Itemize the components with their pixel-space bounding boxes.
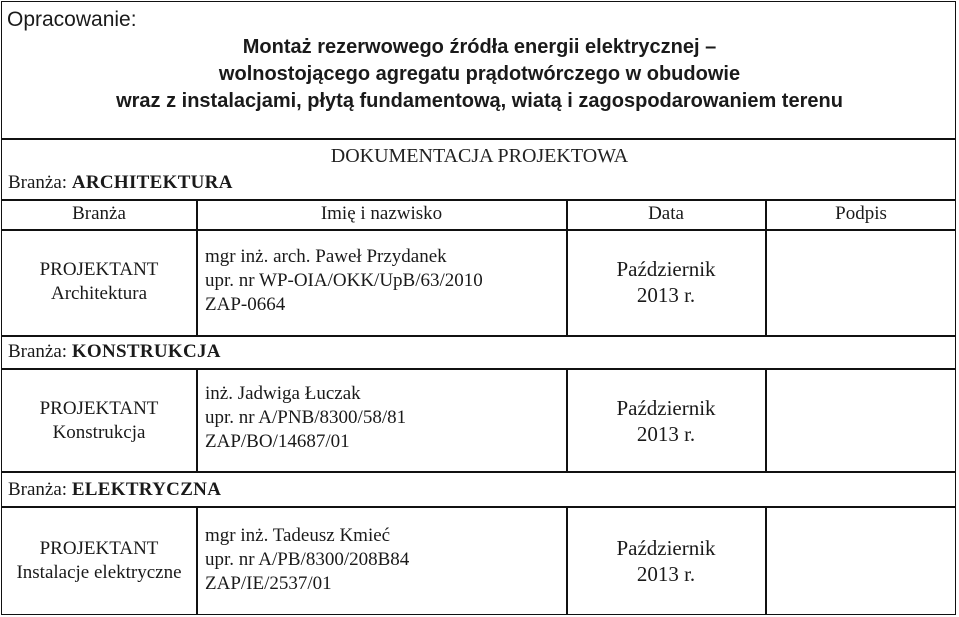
branza-label-elektryczna xyxy=(8,479,221,501)
branza-name: ELEKTRYCZNA xyxy=(71,479,222,500)
role-title: PROJEKTANT xyxy=(39,538,159,559)
signature-cell-konstrukcja[interactable] xyxy=(767,370,955,471)
person-membership: ZAP/BO/14687/01 xyxy=(205,431,350,452)
date-month: Październik xyxy=(616,257,716,281)
role-konstrukcja xyxy=(1,397,197,445)
date-konstrukcja xyxy=(567,395,765,447)
branza-name: KONSTRUKCJA xyxy=(71,341,221,362)
date-year: 2013 r. xyxy=(636,562,696,586)
divider-section-1-bottom xyxy=(1,335,956,337)
date-architektura xyxy=(567,256,765,308)
header-label: Opracowanie: xyxy=(7,8,137,31)
date-elektryczna xyxy=(567,535,765,587)
project-title-line-2: wolnostojącego agregatu prądotwórczego w obudowie xyxy=(218,63,741,85)
person-name: inż. Jadwiga Łuczak xyxy=(205,383,361,404)
role-discipline: Instalacje elektryczne xyxy=(16,562,182,583)
signature-cell-elektryczna[interactable] xyxy=(767,508,955,614)
branza-prefix: Branża: xyxy=(8,479,72,500)
role-architektura xyxy=(1,258,197,306)
role-title: PROJEKTANT xyxy=(39,398,159,419)
role-elektryczna xyxy=(1,537,197,585)
doc-type: DOKUMENTACJA PROJEKTOWA xyxy=(330,145,629,167)
person-elektryczna xyxy=(205,524,409,596)
signature-cell-architektura[interactable] xyxy=(767,231,955,335)
person-membership: ZAP/IE/2537/01 xyxy=(205,573,332,594)
person-license: upr. nr A/PB/8300/208B84 xyxy=(205,549,410,570)
date-year: 2013 r. xyxy=(636,283,696,307)
role-discipline: Konstrukcja xyxy=(52,422,146,443)
person-konstrukcja xyxy=(205,382,406,454)
branza-label-architektura xyxy=(8,172,233,194)
branza-prefix: Branża: xyxy=(8,172,72,193)
column-header-signature: Podpis xyxy=(835,203,887,224)
column-header-name: Imię i nazwisko xyxy=(320,203,443,224)
person-membership: ZAP-0664 xyxy=(205,294,286,315)
person-name: mgr inż. Tadeusz Kmieć xyxy=(205,525,391,546)
date-month: Październik xyxy=(616,536,716,560)
date-year: 2013 r. xyxy=(636,422,696,446)
divider-section-2-bottom xyxy=(1,471,956,473)
project-title-line-3: wraz z instalacjami, płytą fundamentową, wiatą i zagospodarowaniem terenu xyxy=(116,90,843,112)
person-license: upr. nr A/PNB/8300/58/81 xyxy=(205,407,407,428)
divider-branza-architektura xyxy=(1,199,956,201)
person-architektura xyxy=(205,245,483,317)
project-title-line-1: Montaż rezerwowego źródła energii elektrycznej – xyxy=(242,36,717,58)
person-name: mgr inż. arch. Paweł Przydanek xyxy=(205,246,447,267)
column-header-branza: Branża xyxy=(72,203,126,224)
role-discipline: Architektura xyxy=(50,283,147,304)
branza-prefix: Branża: xyxy=(8,341,72,362)
column-header-date: Data xyxy=(648,203,684,224)
branza-name: ARCHITEKTURA xyxy=(71,172,233,193)
divider-header xyxy=(1,138,956,140)
date-month: Październik xyxy=(616,396,716,420)
branza-label-konstrukcja xyxy=(8,341,221,363)
person-license: upr. nr WP-OIA/OKK/UpB/63/2010 xyxy=(205,270,483,291)
role-title: PROJEKTANT xyxy=(39,259,159,280)
